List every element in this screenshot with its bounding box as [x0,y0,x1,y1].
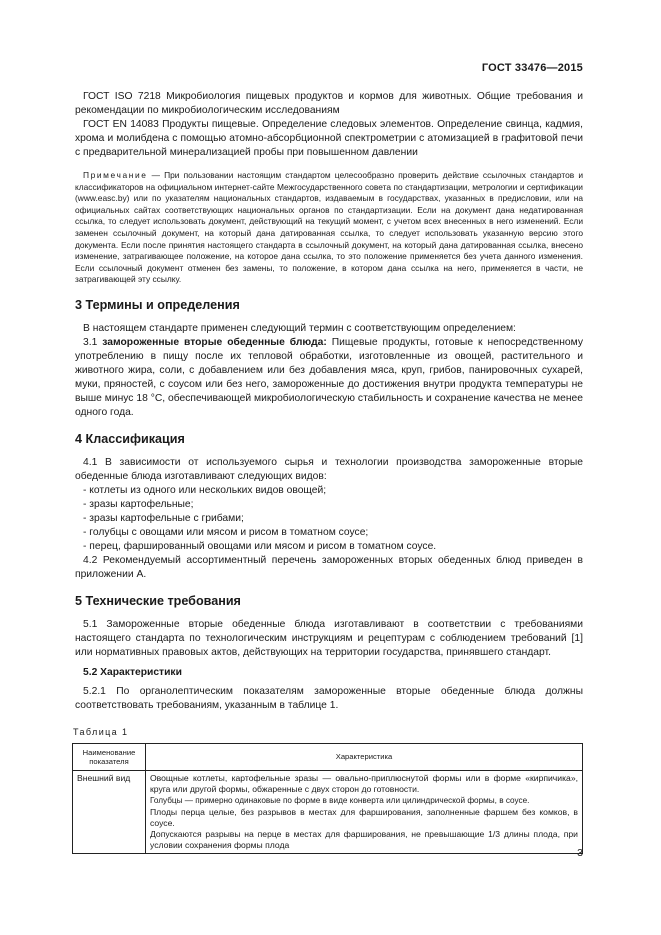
section-3-title: 3 Термины и определения [75,297,240,312]
characteristic-line: Допускаются разрывы на перце в местах для фарширования, не превышающие 1/3 длины плода, при условии сохранения формы плода [150,828,578,851]
characteristic-line: Голубцы — примерно одинаковые по форме в виде конверта или цилиндрической формы, в соусе. [150,796,530,806]
page-content [75,90,583,854]
table-1 [72,743,583,854]
list-item: - перец, фаршированный овощами или мясом и рисом в томатном соусе. [83,540,437,552]
section-5-1: 5.1 Замороженные вторые обеденные блюда изготавливают в соответствии с требованиями настоящего стандарта по технологическим инструкциям и рецептурам с соблюдением требований [1] или нормативных правовых актов, действующих на территории государства, принявшего стандарт. [75,618,583,658]
note-label: Примечание [83,170,148,180]
section-5-2-title: 5.2 Характеристики [83,666,182,678]
table-row [73,770,583,853]
list-item: - зразы картофельные с грибами; [83,512,244,524]
term-definition [75,336,583,420]
reference-iso-7218: ГОСТ ISO 7218 Микробиология пищевых продуктов и кормов для животных. Общие требования и рекомендации по микробиологическим исследованиям [75,91,583,116]
note-paragraph [75,170,583,286]
table-label: Таблица 1 [73,726,129,737]
list-item: - голубцы с овощами или мясом и рисом в томатном соусе; [83,526,369,538]
term-number: 3.1 [83,336,103,348]
list-item: - зразы картофельные; [83,498,194,510]
list-item: - котлеты из одного или нескольких видов овощей; [83,484,327,496]
table-cell-characteristic [146,770,583,853]
section-5-2-1: 5.2.1 По органолептическим показателям замороженные вторые обеденные блюда должны соответствовать требованиям, указанным в таблице 1. [75,685,583,711]
section-3-intro: В настоящем стандарте применен следующий термин с соответствующим определением: [83,322,516,334]
section-4-1: 4.1 В зависимости от используемого сырья и технологии производства замороженные вторые обеденные блюда изготавливают следующих видов: [75,456,583,482]
section-4-title: 4 Классификация [75,431,185,446]
page-number: 3 [577,847,583,859]
table-cell-indicator: Внешний вид [73,770,146,853]
characteristic-line: Плоды перца целые, без разрывов в местах для фарширования, заполненные фаршем без комков, в соусе. [150,806,578,828]
section-4-2: 4.2 Рекомендуемый ассортиментный перечень замороженных вторых обеденных блюд приведен в приложении А. [75,554,583,580]
characteristic-line: Овощные котлеты, картофельные зразы — овально-приплюснутой формы или в форме «кирпичика», круга или другой формы, обжаренные с двух сторон до готовности. [150,772,578,795]
term-definition-text: Пищевые продукты, готовые к непосредственному употреблению в пищу после их тепловой обработки, изготовленные из овощей, растительного и животного жира, соли, с добавлением или без добавления мяса, круп, грибов, панировочных сухарей, муки, пряностей, с соусом или без него, замороженные до достижения внутри продукта температуры не выше минус 18 °С, обеспечивающей микробиологическую стабильность и сохранение качества не менее одного года. [75,336,583,418]
section-5-title: 5 Технические требования [75,593,241,608]
note-text: — При пользовании настоящим стандартом целесообразно проверить действие ссылочных стандартов и классификаторов на официальном интернет-сайте Межгосударственного совета по стандартизации, метрологии и сертификации (www.easc.by) или по указателям национальных стандартов, издаваемым в государствах, указанных в предисловии, или на официальных сайтах соответствующих национальных органов по стандартизации. Если на документ дана недатированная ссылка, то следует использовать документ, действующий на текущий момент, с учетом всех внесенных в него изменений. Если заменен ссылочный документ, на который дана датированная ссылка, то следует использовать указанную версию этого документа. Если после принятия настоящего стандарта в ссылочный документ, на который дана датированная ссылка, внесено изменение, затрагивающее положение, на которое дана ссылка, то это положение применяется без учета данного изменения. Если ссылочный документ отменен без замены, то положение, в котором дана ссылка на него, применяется в части, не затрагивающей эту ссылку. [75,170,583,285]
table-header-row [73,743,583,770]
term-name: замороженные вторые обеденные блюда: [102,336,327,348]
reference-en-14083: ГОСТ EN 14083 Продукты пищевые. Определение следовых элементов. Определение свинца, кадмия, хрома и молибдена с помощью атомно-абсорбционной спектрометрии с атомизацией в графитовой печи с предварительной минерализацией пробы при повышенном давлении [75,119,583,158]
standard-code: ГОСТ 33476—2015 [481,62,583,74]
table-header-indicator: Наименование показателя [73,743,146,770]
table-header-characteristic: Характеристика [146,743,583,770]
